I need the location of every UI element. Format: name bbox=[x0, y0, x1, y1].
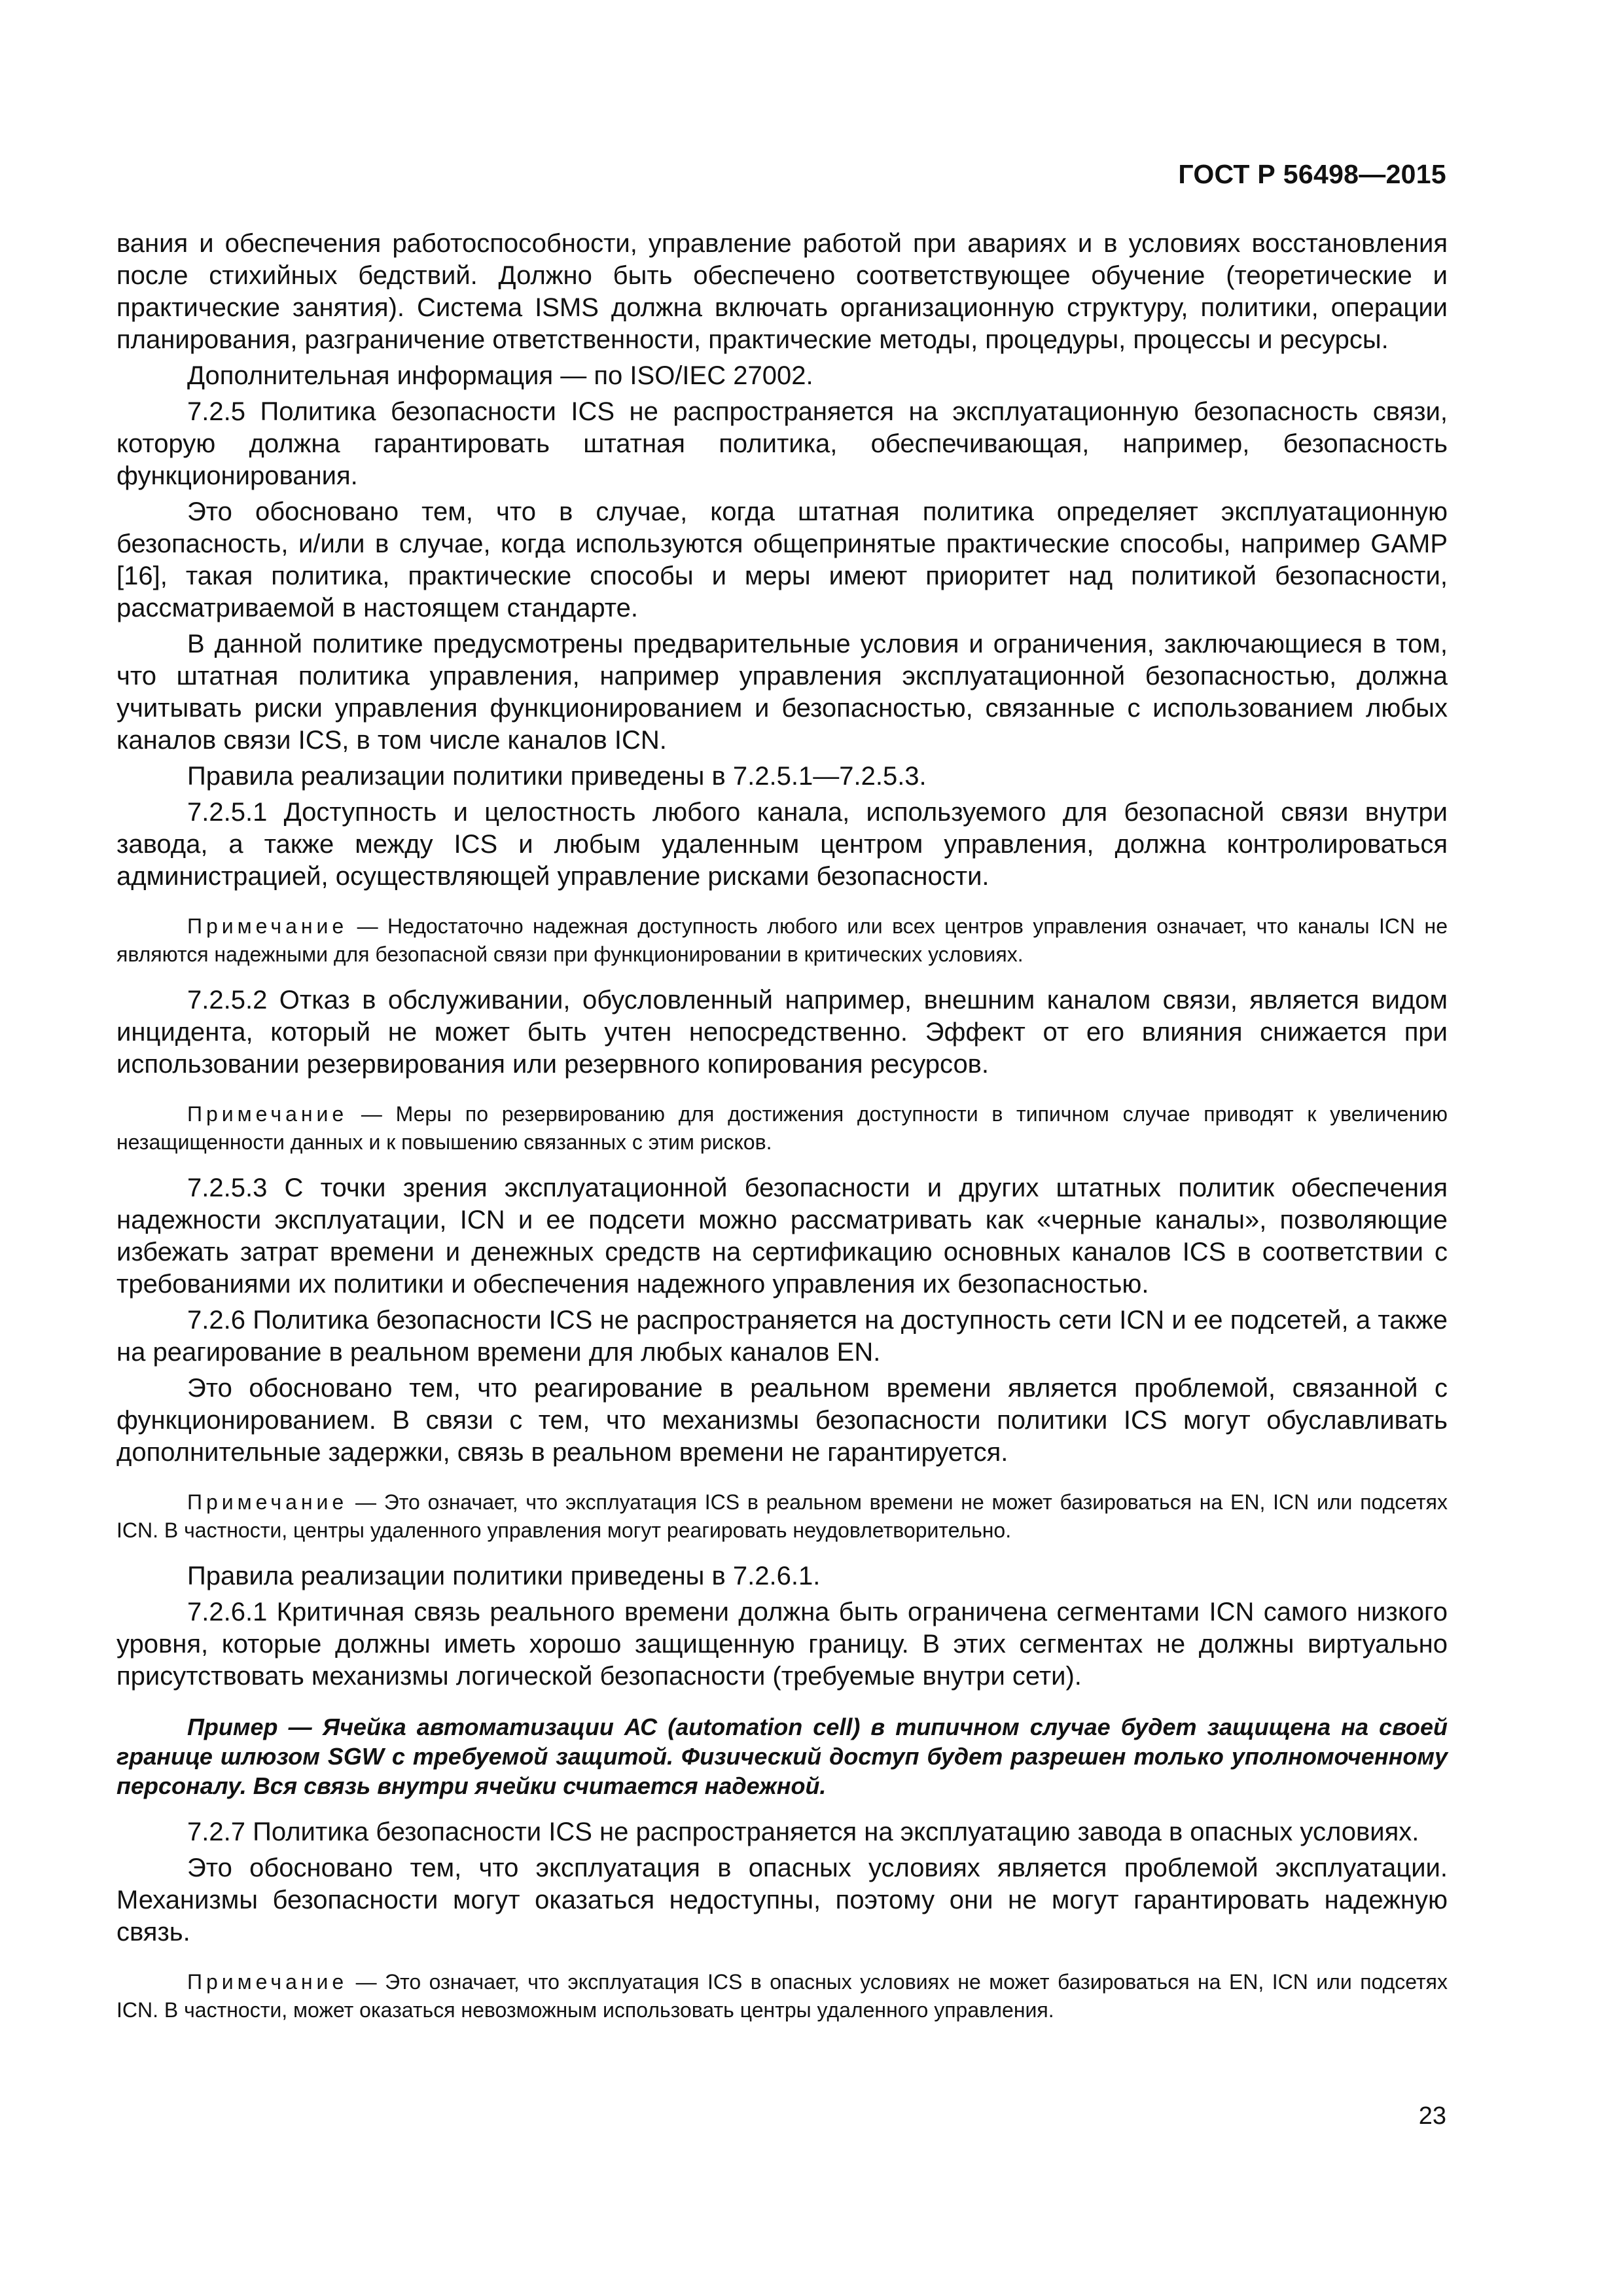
clause-7-2-5: 7.2.5 Политика безопасности ICS не распространяется на эксплуатационную безопасность связи, которую должна гарантировать штатная политика, обеспечивающая, например, безопасность функционирования. bbox=[116, 397, 1448, 490]
paragraph: вания и обеспечения работоспособности, управление работой при авариях и в условиях восстановления после стихийных бедствий. Должно быть обеспечено соответствующее обучение (теоретические и практические занятия). Система ISMS должна включать организационную структуру, политики, операции планирования, разграничение ответственности, практические методы, процедуры, процессы и ресурсы. bbox=[116, 229, 1448, 354]
clause-7-2-5-3: 7.2.5.3 С точки зрения эксплуатационной безопасности и других штатных политик обеспечения надежности эксплуатации, ICN и ее подсети можно рассматривать как «черные каналы», позволяющие избежать затрат времени и денежных средств на сертификацию основных каналов ICS в соответствии с требованиями их политики и обеспечения надежного управления их безопасностью. bbox=[116, 1174, 1448, 1299]
paragraph: Это обосновано тем, что эксплуатация в опасных условиях является проблемой эксплуатации. Механизмы безопасности могут оказаться недоступны, поэтому они не могут гарантировать надежную связь. bbox=[116, 1854, 1448, 1946]
note-text: — Недостаточно надежная доступность любого или всех центров управления означает, что каналы ICN не являются надежными для безопасной связи при функционировании в критических условиях. bbox=[116, 914, 1448, 966]
note bbox=[116, 912, 1448, 969]
paragraph: Правила реализации политики приведены в 7.2.6.1. bbox=[187, 1562, 821, 1590]
note-lead: Примечание bbox=[187, 914, 348, 938]
paragraph: В данной политике предусмотрены предварительные условия и ограничения, заключающиеся в том, что штатная политика управления, например управления эксплуатационной безопасностью, должна учитывать риски управления функционированием и безопасностью, связанные с использованием любых каналов связи ICS, в том числе каналов ICN. bbox=[116, 630, 1448, 755]
paragraph: Дополнительная информация — по ISO/IEC 27002. bbox=[187, 361, 813, 390]
paragraph: Правила реализации политики приведены в 7.2.5.1—7.2.5.3. bbox=[187, 762, 927, 791]
paragraph: Это обосновано тем, что в случае, когда штатная политика определяет эксплуатационную безопасность, и/или в случае, когда используются общепринятые практические способы, например GAMP [16], такая политика, практические способы и меры имеют приоритет над политикой безопасности, рассматриваемой в настоящем стандарте. bbox=[116, 497, 1448, 622]
note-lead: Примечание bbox=[187, 1102, 348, 1126]
clause-7-2-7: 7.2.7 Политика безопасности ICS не распространяется на эксплуатацию завода в опасных условиях. bbox=[187, 1818, 1419, 1846]
clause-7-2-6-1: 7.2.6.1 Критичная связь реального времени должна быть ограничена сегментами ICN самого низкого уровня, которые должны иметь хорошо защищенную границу. В этих сегментах не должны виртуально присутствовать механизмы логической безопасности (требуемые внутри сети). bbox=[116, 1598, 1448, 1691]
note-lead: Примечание bbox=[187, 1970, 348, 1994]
page-number: 23 bbox=[1418, 2102, 1446, 2130]
note bbox=[116, 1100, 1448, 1157]
document-header: ГОСТ Р 56498—2015 bbox=[1178, 159, 1446, 189]
clause-7-2-6: 7.2.6 Политика безопасности ICS не распространяется на доступность сети ICN и ее подсетей, а также на реагирование в реальном времени для любых каналов EN. bbox=[116, 1306, 1448, 1367]
document-body bbox=[116, 228, 1448, 2024]
note-text: — Это означает, что эксплуатация ICS в реальном времени не может базироваться на EN, ICN или подсетях ICN. В частности, центры удаленного управления могут реагировать неудовлетворительно. bbox=[116, 1490, 1448, 1542]
note-lead: Примечание bbox=[187, 1490, 348, 1514]
note bbox=[116, 1968, 1448, 2024]
paragraph: Это обосновано тем, что реагирование в реальном времени является проблемой, связанной с функционированием. В связи с тем, что механизмы безопасности политики ICS могут обуславливать дополнительные задержки, связь в реальном времени не гарантируется. bbox=[116, 1374, 1448, 1467]
example: Пример — Ячейка автоматизации АС (automation cell) в типичном случае будет защищена на своей границе шлюзом SGW с требуемой защитой. Физический доступ будет разрешен только уполномоченному персоналу. Вся связь внутри ячейки считается надежной. bbox=[116, 1713, 1448, 1799]
note bbox=[116, 1488, 1448, 1545]
clause-7-2-5-2: 7.2.5.2 Отказ в обслуживании, обусловленный например, внешним каналом связи, является видом инцидента, который не может быть учтен непосредственно. Эффект от его влияния снижается при использовании резервирования или резервного копирования ресурсов. bbox=[116, 986, 1448, 1079]
clause-7-2-5-1: 7.2.5.1 Доступность и целостность любого канала, используемого для безопасной связи внутри завода, а также между ICS и любым удаленным центром управления, должна контролироваться администрацией, осуществляющей управление рисками безопасности. bbox=[116, 798, 1448, 891]
note-text: — Это означает, что эксплуатация ICS в опасных условиях не может базироваться на EN, ICN или подсетях ICN. В частности, может оказаться невозможным использовать центры удаленного управления. bbox=[116, 1970, 1448, 2022]
note-text: — Меры по резервированию для достижения доступности в типичном случае приводят к увеличению незащищенности данных и к повышению связанных с этим рисков. bbox=[116, 1102, 1448, 1154]
